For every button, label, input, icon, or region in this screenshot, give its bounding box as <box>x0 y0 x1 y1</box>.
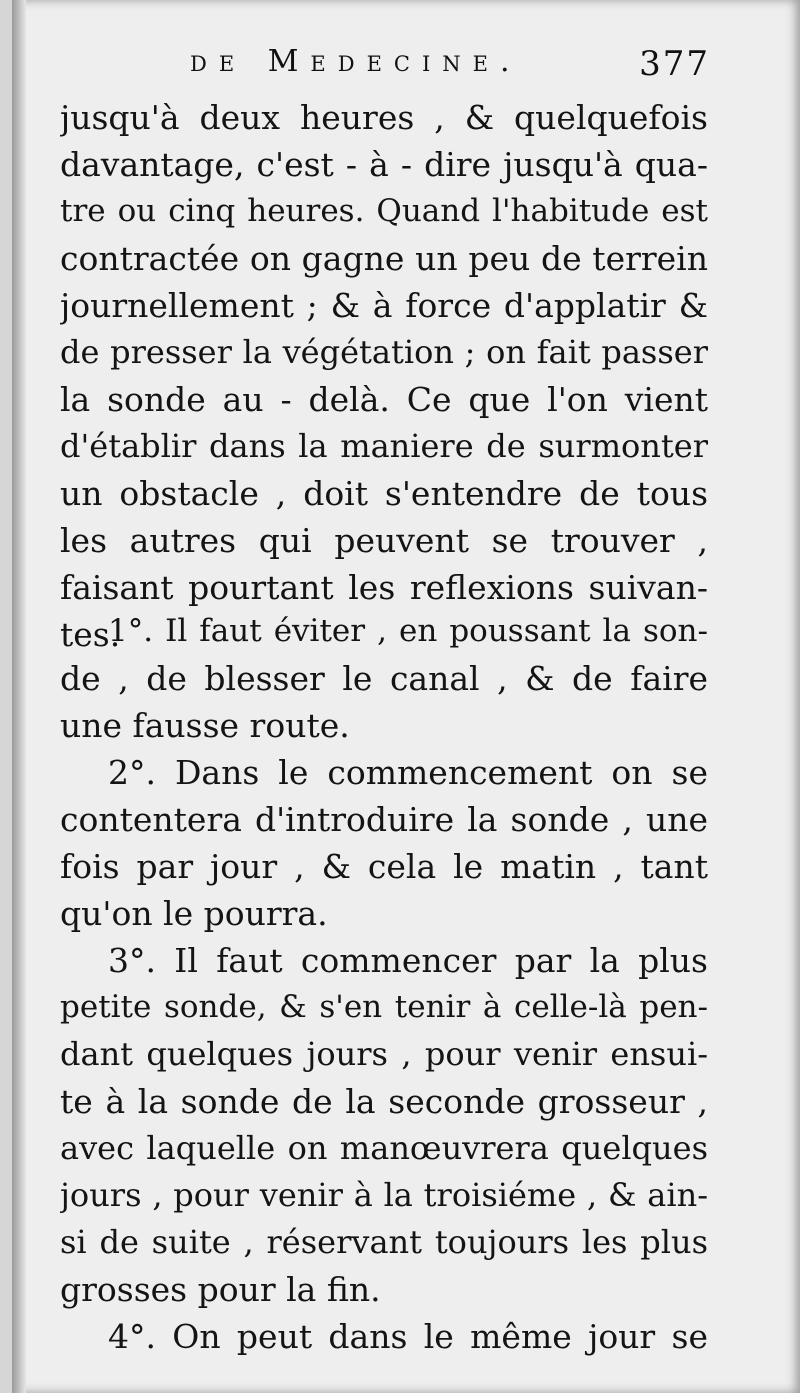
text-line: jusqu'à deux heures , & quelquefois <box>60 98 708 137</box>
running-head <box>190 44 710 94</box>
book-page <box>12 0 800 1393</box>
body-text-numbered <box>60 608 708 1360</box>
text-line: tes. <box>60 615 121 654</box>
text-line: te à la sonde de la seconde grosseur , <box>60 1082 708 1121</box>
paragraph-start-1: 1°. Il faut éviter , en poussant la son- <box>108 613 708 649</box>
text-line: davantage, c'est - à - dire jusqu'à qua- <box>60 145 708 184</box>
running-title: de Medecine. <box>190 44 522 79</box>
body-text <box>60 94 708 658</box>
text-line: contentera d'introduire la sonde , une <box>60 800 708 839</box>
text-line: tre ou cinq heures. Quand l'habitude est <box>60 193 708 229</box>
paragraph-start-3: 3°. Il faut commencer par la plus <box>108 941 708 980</box>
text-line: jours , pour venir à la troisiéme , & ain- <box>60 1176 708 1214</box>
text-line: la sonde au - delà. Ce que l'on vient <box>60 380 708 419</box>
text-line: une fausse route. <box>60 706 350 745</box>
text-line: si de suite , réservant toujours les plus <box>60 1223 708 1261</box>
text-line: les autres qui peuvent se trouver , <box>60 521 708 560</box>
paragraph-start-2: 2°. Dans le commencement on se <box>108 753 708 792</box>
text-line: petite sonde, & s'en tenir à celle-là pen- <box>60 989 708 1025</box>
page-number: 377 <box>639 44 710 84</box>
text-line: d'établir dans la maniere de surmonter <box>60 427 708 465</box>
paragraph-start-4: 4°. On peut dans le même jour se <box>108 1317 708 1356</box>
text-line: de , de blesser le canal , & de faire <box>60 659 708 698</box>
text-line: qu'on le pourra. <box>60 894 328 933</box>
text-line: grosses pour la fin. <box>60 1270 381 1309</box>
text-line: un obstacle , doit s'entendre de tous <box>60 474 708 513</box>
text-line: journellement ; & à force d'applatir & <box>60 286 708 325</box>
text-line: faisant pourtant les reflexions suivan- <box>60 568 708 607</box>
text-line: de presser la végétation ; on fait passer <box>60 333 708 371</box>
text-line: dant quelques jours , pour venir ensui- <box>60 1035 708 1073</box>
text-line: fois par jour , & cela le matin , tant <box>60 847 708 886</box>
text-line: contractée on gagne un peu de terrein <box>60 239 708 278</box>
text-line: avec laquelle on manœuvrera quelques <box>60 1129 708 1167</box>
